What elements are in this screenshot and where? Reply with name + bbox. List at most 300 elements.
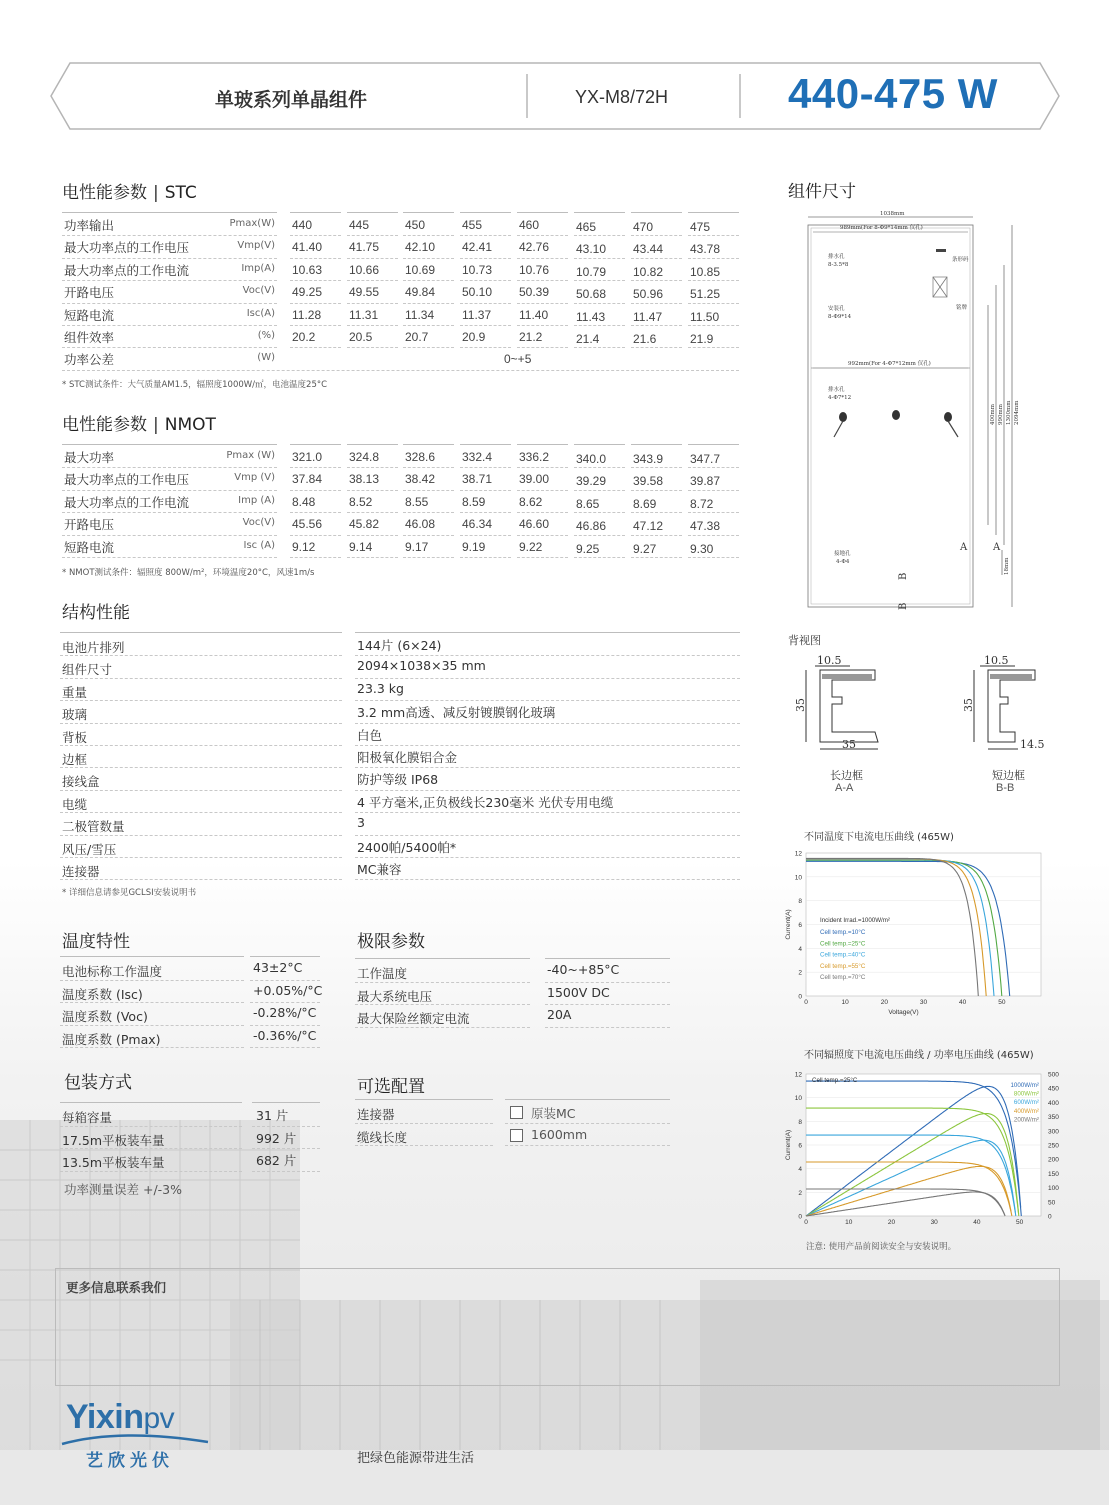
- spec-label: 接线盒: [62, 774, 100, 790]
- cell-divider: [688, 303, 739, 304]
- row-divider: [250, 980, 320, 981]
- y-tick-label: 0: [798, 993, 802, 1001]
- row-divider: [355, 982, 530, 983]
- value-cell: 455: [462, 218, 483, 232]
- row-divider: [252, 1171, 320, 1172]
- cell-divider: [517, 347, 568, 348]
- y2-tick-label: 50: [1048, 1199, 1056, 1207]
- column-top-rule: [460, 444, 511, 445]
- row-divider: [62, 370, 739, 371]
- value-cell: 42.10: [405, 240, 436, 255]
- row-unit: Isc(A): [246, 307, 275, 319]
- structure-section-title: 结构性能: [62, 603, 130, 623]
- value-cell: 20.7: [405, 330, 429, 344]
- cell-divider: [403, 235, 454, 236]
- table-top-rule: [505, 1099, 670, 1100]
- cell-divider: [403, 258, 454, 259]
- value-cell: 49.55: [349, 285, 380, 300]
- value-cell: 39.00: [519, 472, 550, 487]
- value-cell: 324.8: [349, 450, 380, 464]
- value-cell: 10.69: [405, 262, 436, 277]
- header-divider: [739, 74, 741, 118]
- cell-divider: [574, 512, 625, 513]
- spec-label: 玻璃: [62, 707, 88, 723]
- value-cell: 50.10: [462, 285, 493, 300]
- nmot-title-text: 电性能参数: [62, 415, 147, 435]
- y-tick-label: 4: [798, 945, 802, 953]
- row-divider: [60, 655, 342, 656]
- value-cell: 450: [405, 218, 426, 232]
- value-cell: 336.2: [519, 450, 550, 464]
- column-top-rule: [517, 444, 568, 445]
- cell-divider: [688, 490, 739, 491]
- y-tick-label: 8: [798, 898, 802, 906]
- dim-h2: 990mm: [998, 404, 1004, 425]
- cell-divider: [460, 303, 511, 304]
- value-cell: 11.28: [292, 307, 322, 322]
- mount-label: 安装孔: [828, 306, 845, 312]
- column-top-rule: [688, 212, 739, 213]
- value-cell: 465: [576, 220, 597, 234]
- row-unit: Voc(V): [242, 517, 275, 529]
- value-cell: 8.52: [349, 494, 373, 509]
- row-divider: [505, 1123, 670, 1124]
- row-divider: [60, 723, 342, 724]
- spec-value: 144片 (6×24): [357, 638, 442, 653]
- cell-divider: [517, 535, 568, 536]
- row-label: 最大功率: [64, 450, 115, 465]
- x-tick-label: 30: [930, 1219, 938, 1226]
- value-cell: 9.25: [576, 541, 600, 556]
- nmot-note: * NMOT测试条件：辐照度 800W/m²，环境温度20°C，风速1m/s: [62, 568, 315, 578]
- cell-temp-label: Cell temp.=25°C: [812, 1077, 858, 1084]
- cell-divider: [403, 535, 454, 536]
- long-frame-bottom-dim: 35: [842, 738, 856, 751]
- cell-divider: [403, 490, 454, 491]
- value-cell: 45.56: [292, 517, 323, 532]
- y2-tick-label: 400: [1048, 1099, 1059, 1107]
- value-cell: 45.82: [349, 517, 380, 532]
- row-divider: [62, 512, 277, 513]
- row-divider: [355, 767, 740, 768]
- packaging-section-title: 包装方式: [64, 1073, 132, 1093]
- row-divider: [62, 347, 277, 348]
- row-label: 开路电压: [64, 285, 115, 301]
- row-label: 开路电压: [64, 517, 115, 533]
- y2-tick-label: 150: [1048, 1170, 1059, 1178]
- header-divider: [526, 74, 528, 118]
- value-cell: 10.76: [519, 262, 550, 277]
- value-cell: 39.87: [690, 474, 721, 489]
- spec-label: 连接器: [62, 864, 100, 879]
- option-checkbox[interactable]: [510, 1106, 523, 1119]
- cell-divider: [460, 512, 511, 513]
- row-divider: [60, 1002, 244, 1003]
- short-frame-bottom-dim: 14.5: [1020, 738, 1045, 751]
- row-divider: [60, 835, 342, 836]
- column-top-rule: [631, 444, 682, 445]
- value-cell: 38.13: [349, 472, 380, 487]
- row-divider: [60, 812, 342, 813]
- legend-entry: Cell temp.=25°C: [820, 940, 866, 948]
- value-cell: 9.30: [690, 541, 714, 556]
- x-tick-label: 40: [973, 1219, 981, 1226]
- contact-heading: 更多信息联系我们: [66, 1280, 167, 1295]
- cell-divider: [517, 325, 568, 326]
- x-tick-label: 40: [959, 999, 967, 1006]
- cell-divider: [688, 235, 739, 236]
- row-unit: Pmax(W): [229, 218, 275, 229]
- spec-value: 3.2 mm高透、减反射镀膜钢化玻璃: [357, 705, 556, 721]
- stc-tag: STC: [164, 183, 197, 203]
- row-label: 短路电流: [64, 307, 115, 323]
- cell-divider: [517, 258, 568, 259]
- legend-entry: Cell temp.=55°C: [820, 962, 866, 970]
- cell-divider: [460, 535, 511, 536]
- spec-label: 最大系统电压: [357, 988, 433, 1004]
- title-separator: |: [153, 183, 159, 203]
- legend-entry: 200W/m²: [1013, 1116, 1039, 1124]
- row-divider: [355, 1004, 530, 1005]
- cell-divider: [290, 535, 341, 536]
- table-top-rule: [355, 1099, 493, 1100]
- cell-divider: [290, 347, 341, 348]
- cell-divider: [347, 235, 398, 236]
- row-label: 最大功率点的工作电压: [64, 240, 190, 256]
- value-cell: 9.27: [633, 541, 657, 556]
- spec-value: -40~+85°C: [547, 962, 620, 977]
- y-tick-label: 10: [794, 1095, 802, 1103]
- dim-h1: 400mm: [990, 404, 996, 425]
- cell-divider: [290, 235, 341, 236]
- x-tick-label: 0: [804, 999, 808, 1006]
- row-divider: [62, 325, 277, 326]
- cell-divider: [688, 512, 739, 513]
- short-frame-height-dim: 35: [962, 698, 975, 712]
- spec-value: -0.36%/°C: [253, 1027, 317, 1043]
- row-unit: Voc(V): [242, 285, 275, 297]
- title-separator: |: [153, 415, 159, 435]
- row-divider: [545, 1027, 670, 1028]
- slogan: 把绿色能源带进生活: [357, 1451, 475, 1466]
- row-divider: [62, 467, 277, 468]
- drain-mid-spec: 4-Φ7*12: [828, 395, 852, 401]
- value-cell: 8.72: [690, 496, 714, 511]
- value-cell: 9.19: [462, 539, 486, 554]
- option-checkbox[interactable]: [510, 1129, 523, 1142]
- value-cell: 37.84: [292, 472, 323, 487]
- cell-divider: [631, 347, 682, 348]
- short-frame-top-dim: 10.5: [984, 654, 1009, 667]
- cell-divider: [631, 325, 682, 326]
- cell-divider: [347, 467, 398, 468]
- spec-label: 电池片排列: [62, 640, 125, 655]
- section-mark-b: B: [898, 602, 909, 610]
- spec-label: 边框: [62, 752, 88, 767]
- row-label: 最大功率点的工作电流: [64, 262, 190, 278]
- row-unit: Imp(A): [241, 262, 275, 274]
- cell-divider: [347, 258, 398, 259]
- value-cell: 9.14: [349, 539, 373, 554]
- spec-value: 防护等级 IP68: [357, 772, 439, 788]
- value-cell: 460: [519, 218, 540, 232]
- y2-tick-label: 350: [1048, 1114, 1059, 1122]
- legend-entry: 1000W/m²: [1010, 1082, 1039, 1089]
- value-cell: 470: [633, 220, 654, 234]
- short-frame-code: B-B: [996, 782, 1015, 794]
- structure-note: * 详细信息请参见GCLSI安装说明书: [62, 888, 197, 898]
- row-divider: [355, 678, 740, 679]
- cell-divider: [574, 535, 625, 536]
- cell-divider: [460, 347, 511, 348]
- y-tick-label: 6: [798, 922, 802, 929]
- y-tick-label: 2: [798, 1189, 802, 1197]
- row-divider: [60, 1025, 244, 1026]
- cell-divider: [460, 325, 511, 326]
- row-divider: [355, 879, 740, 880]
- drain-top-spec: 8-3.5*8: [828, 262, 849, 268]
- value-cell: 42.76: [519, 240, 550, 255]
- spec-label: 最大保险丝额定电流: [357, 1011, 470, 1027]
- row-divider: [252, 1126, 320, 1127]
- spec-label: 17.5m平板装车量: [62, 1132, 165, 1148]
- spec-label: 连接器: [357, 1107, 395, 1122]
- y-tick-label: 12: [794, 850, 802, 858]
- section-mark-b: B: [898, 572, 909, 580]
- row-divider: [355, 655, 740, 656]
- long-frame-section: [790, 652, 900, 757]
- holes-top-label: 989mm(For 8-Φ9*14mm 仅孔): [840, 225, 923, 231]
- legend-entry: Cell temp.=10°C: [820, 929, 866, 936]
- cell-divider: [460, 280, 511, 281]
- table-top-rule: [60, 956, 244, 957]
- spec-value: 23.3 kg: [357, 680, 404, 696]
- spec-label: 温度系数 (Voc): [62, 1009, 148, 1025]
- spec-value: 2094×1038×35 mm: [357, 658, 486, 674]
- column-top-rule: [460, 212, 511, 213]
- cell-divider: [460, 258, 511, 259]
- spec-value: 20A: [547, 1007, 572, 1023]
- y-tick-label: 12: [794, 1071, 802, 1079]
- row-divider: [355, 745, 740, 746]
- row-label: 组件效率: [64, 330, 115, 345]
- dim-h3: 1300mm: [1006, 400, 1012, 425]
- irradiance-iv-chart: [784, 1066, 1074, 1236]
- cell-divider: [403, 347, 454, 348]
- x-tick-label: 10: [845, 1219, 853, 1226]
- cell-divider: [403, 303, 454, 304]
- chart1-title: 不同温度下电流电压曲线 (465W): [804, 832, 954, 843]
- row-label: 最大功率点的工作电流: [64, 494, 190, 510]
- spec-label: 每箱容量: [62, 1110, 113, 1125]
- long-frame-name: 长边框: [830, 769, 863, 782]
- row-unit: Vmp (V): [234, 472, 275, 484]
- measurement-error-note: 功率测量误差 +/-3%: [64, 1182, 182, 1197]
- cell-divider: [631, 535, 682, 536]
- x-tick-label: 30: [919, 999, 928, 1006]
- spec-label: 组件尺寸: [62, 662, 113, 678]
- y-tick-label: 4: [798, 1166, 802, 1174]
- y2-tick-label: 450: [1048, 1085, 1059, 1093]
- nmot-section-title: [62, 410, 216, 435]
- value-cell: 43.44: [633, 242, 664, 257]
- spec-value: +0.05%/°C: [253, 982, 323, 998]
- row-divider: [355, 812, 740, 813]
- nmot-tag: NMOT: [164, 415, 216, 435]
- section-mark-a: A: [993, 542, 1001, 553]
- cell-divider: [574, 325, 625, 326]
- value-cell: 46.60: [519, 517, 550, 532]
- row-divider: [60, 879, 342, 880]
- value-cell: 475: [690, 220, 711, 234]
- legend-title: Incident Irrad.=1000W/m²: [820, 917, 890, 924]
- cell-divider: [403, 557, 454, 558]
- section-mark-a: A: [960, 542, 968, 553]
- width-dim-label: 1038mm: [880, 211, 905, 217]
- row-divider: [545, 982, 670, 983]
- cell-divider: [347, 535, 398, 536]
- row-unit: Pmax (W): [226, 450, 275, 461]
- cell-divider: [517, 467, 568, 468]
- row-divider: [250, 1047, 320, 1048]
- spec-label: 工作温度: [357, 966, 408, 981]
- value-cell: 21.9: [690, 332, 714, 346]
- value-cell: 46.08: [405, 517, 436, 532]
- value-cell: 41.40: [292, 240, 323, 255]
- spec-value: 4 平方毫米,正负极线长230毫米 光伏专用电缆: [357, 794, 614, 810]
- ground-spec: 4-Φ4: [836, 559, 850, 565]
- value-cell: 46.34: [462, 517, 493, 532]
- long-frame-height-dim: 35: [794, 698, 807, 712]
- y-tick-label: 2: [798, 969, 802, 977]
- y2-tick-label: 300: [1048, 1128, 1059, 1136]
- legend-entry: Cell temp.=40°C: [820, 951, 866, 959]
- spec-label: 重量: [62, 684, 88, 700]
- y-tick-label: 8: [798, 1118, 802, 1126]
- column-top-rule: [517, 212, 568, 213]
- column-top-rule: [688, 444, 739, 445]
- stc-section-title: [62, 178, 197, 203]
- y-tick-label: 6: [798, 1142, 802, 1150]
- cell-divider: [574, 258, 625, 259]
- value-cell: 21.2: [519, 330, 543, 344]
- value-cell: 20.5: [349, 330, 373, 344]
- value-cell: 47.38: [690, 519, 721, 534]
- cell-divider: [290, 303, 341, 304]
- cell-divider: [574, 235, 625, 236]
- y2-tick-label: 0: [1048, 1213, 1052, 1221]
- y-axis-label: Current(A): [785, 909, 792, 940]
- row-divider: [505, 1145, 670, 1146]
- temperature-iv-chart: [784, 845, 1054, 1020]
- y-tick-label: 0: [798, 1213, 802, 1221]
- cell-divider: [290, 490, 341, 491]
- x-tick-label: 50: [1016, 1219, 1024, 1226]
- spec-value: -0.28%/°C: [253, 1005, 317, 1021]
- cell-divider: [460, 467, 511, 468]
- value-cell: 11.47: [633, 309, 663, 324]
- row-divider: [355, 700, 740, 701]
- value-cell: 51.25: [690, 287, 721, 302]
- row-divider: [60, 678, 342, 679]
- long-frame-top-dim: 10.5: [817, 654, 842, 667]
- row-unit: Vmp(V): [237, 240, 275, 252]
- cell-divider: [688, 467, 739, 468]
- cell-divider: [347, 512, 398, 513]
- legend-entry: 600W/m²: [1013, 1099, 1039, 1107]
- cell-divider: [631, 303, 682, 304]
- y2-tick-label: 100: [1048, 1185, 1059, 1193]
- cell-divider: [631, 258, 682, 259]
- value-cell: 20.9: [462, 330, 486, 344]
- value-cell: 8.62: [519, 494, 543, 509]
- column-top-rule: [403, 444, 454, 445]
- value-cell: 343.9: [633, 452, 664, 466]
- spec-value: 阳极氧化膜铝合金: [357, 750, 458, 765]
- stc-note: * STC测试条件：大气质量AM1.5，辐照度1000W/㎡，电池温度25°C: [62, 380, 328, 390]
- column-top-rule: [290, 444, 341, 445]
- value-cell: 43.78: [690, 242, 721, 257]
- value-cell: 8.69: [633, 496, 657, 511]
- cell-divider: [290, 325, 341, 326]
- value-cell: 11.50: [690, 309, 720, 324]
- logo-chinese-text: 艺欣光伏: [86, 1451, 174, 1471]
- table-top-rule: [60, 632, 342, 633]
- cell-divider: [517, 490, 568, 491]
- limits-section-title: 极限参数: [357, 932, 425, 952]
- row-divider: [250, 1025, 320, 1026]
- cell-divider: [631, 467, 682, 468]
- legend-entry: 400W/m²: [1013, 1107, 1039, 1115]
- x-axis-label: Voltage(V): [888, 1009, 919, 1016]
- value-cell: 38.71: [462, 472, 493, 487]
- row-divider: [62, 303, 277, 304]
- value-cell: 445: [349, 218, 370, 232]
- cell-divider: [574, 490, 625, 491]
- x-tick-label: 0: [804, 1219, 808, 1226]
- spec-label: 温度系数 (Isc): [62, 986, 143, 1002]
- table-top-rule: [545, 958, 670, 959]
- optional-section-title: 可选配置: [357, 1077, 425, 1097]
- value-cell: 46.86: [576, 519, 607, 534]
- cell-divider: [403, 325, 454, 326]
- spec-label: 温度系数 (Pmax): [62, 1031, 161, 1047]
- column-top-rule: [403, 212, 454, 213]
- x-tick-label: 50: [998, 999, 1006, 1006]
- y-tick-label: 10: [794, 874, 802, 882]
- row-label: 功率输出: [64, 218, 115, 233]
- cell-divider: [347, 303, 398, 304]
- row-divider: [355, 1145, 493, 1146]
- row-divider: [545, 1004, 670, 1005]
- cell-divider: [517, 557, 568, 558]
- cell-divider: [631, 557, 682, 558]
- spec-value: MC兼容: [357, 862, 402, 877]
- drain-top-label: 排水孔: [828, 254, 845, 260]
- spec-label: 电缆: [62, 796, 88, 812]
- value-cell: 21.6: [633, 332, 657, 346]
- cell-divider: [347, 347, 398, 348]
- dim-h5: 18mm: [1004, 557, 1010, 575]
- value-cell: 340.0: [576, 452, 607, 466]
- cell-divider: [460, 490, 511, 491]
- table-top-rule: [252, 1102, 320, 1103]
- option-label: 原装MC: [531, 1106, 576, 1121]
- spec-label: 二极管数量: [62, 819, 125, 835]
- row-divider: [62, 258, 277, 259]
- y2-tick-label: 500: [1048, 1071, 1059, 1079]
- x-tick-label: 20: [887, 1219, 896, 1226]
